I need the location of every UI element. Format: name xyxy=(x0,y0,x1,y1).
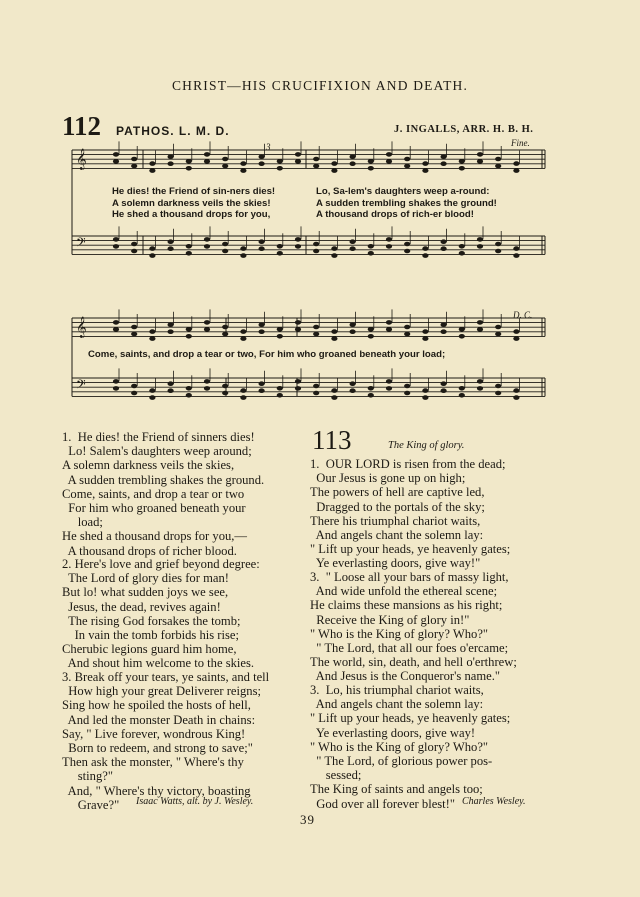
treble-note-0 xyxy=(295,159,301,164)
treble-note-1 xyxy=(331,329,337,334)
treble-note-0 xyxy=(441,154,447,159)
hymn-113-stanza-1: 1. OUR LORD is risen from the dead; Our Jesus is gone up on high; The powers of hell are captive led, Dragged to the portals of the sky; There his triumphal chariot waits, And angels chant the solemn lay: " Lift up your heads, ye heavenly gates; Ye everlasting doors, give way!" xyxy=(310,457,511,571)
hymn-112-number: 112 xyxy=(62,111,102,141)
page-number: 39 xyxy=(300,812,315,827)
treble-note-1 xyxy=(313,332,319,337)
bass-note-1 xyxy=(240,395,246,400)
hymn-112-stanza-3: 3. Break off your tears, ye saints, and tell How high your great Deliverer reigns; Sing how he spoiled the hosts of hell, And led the monster Death in chains: Say, " Live forever, wondrous King! Born to redeem, and strong to save;" Then ask the monster, " Where's thy sting?" And, " Where's thy victory, boasting Grave?" xyxy=(62,670,270,812)
treble-note-0 xyxy=(441,161,447,166)
bass-note-1 xyxy=(131,384,137,389)
bass-note-0 xyxy=(113,237,119,242)
bass-note-1 xyxy=(477,379,483,384)
bass-note-1 xyxy=(404,384,410,389)
bass-note-0 xyxy=(222,249,228,254)
treble-note-1 xyxy=(295,327,301,332)
treble-note-0 xyxy=(204,159,210,164)
treble-clef-0: 𝄞 xyxy=(76,149,87,170)
hymn-112-stanza-1: 1. He dies! the Friend of sinners dies! Lo! Salem's daughters weep around; A solemn darkness veils the skies, A sudden trembling shakes the ground. Come, saints, and drop a tear or two For him who groaned beneath your load; He shed a thousand drops for you,— A thousand drops of richer blood. xyxy=(62,430,265,558)
treble-note-0 xyxy=(459,166,465,171)
bass-note-1 xyxy=(313,391,319,396)
bass-note-0 xyxy=(131,242,137,247)
treble-note-0 xyxy=(222,157,228,162)
bass-note-0 xyxy=(222,242,228,247)
treble-note-0 xyxy=(404,157,410,162)
treble-note-1 xyxy=(222,332,228,337)
bass-note-1 xyxy=(222,391,228,396)
treble-note-1 xyxy=(259,322,265,327)
hymn-113-title: The King of glory. xyxy=(388,440,465,451)
bass-note-1 xyxy=(186,386,192,391)
bass-note-0 xyxy=(259,246,265,251)
treble-note-0 xyxy=(513,168,519,173)
treble-note-0 xyxy=(131,157,137,162)
bass-note-1 xyxy=(131,391,137,396)
bass-note-0 xyxy=(513,246,519,251)
treble-note-0 xyxy=(277,166,283,171)
bass-note-1 xyxy=(513,388,519,393)
bass-note-1 xyxy=(204,379,210,384)
bass-note-0 xyxy=(350,239,356,244)
bass-note-1 xyxy=(204,386,210,391)
bass-note-0 xyxy=(441,239,447,244)
treble-note-1 xyxy=(441,329,447,334)
hymn-113-stanza-3: 3. Lo, his triumphal chariot waits, And angels chant the solemn lay: " Lift up your heads, ye heavenly gates; Ye everlasting doors, give way! " Who is the King of glory? Who?" " The Lord, of glorious power pos- sessed; The King of saints and angels too; God over all forever blest!" xyxy=(310,683,511,811)
bass-note-0 xyxy=(404,249,410,254)
bass-note-0 xyxy=(204,244,210,249)
bass-note-1 xyxy=(477,386,483,391)
treble-note-0 xyxy=(350,161,356,166)
treble-note-0 xyxy=(259,154,265,159)
bass-note-0 xyxy=(277,251,283,256)
treble-note-1 xyxy=(131,325,137,330)
treble-note-1 xyxy=(368,327,374,332)
treble-note-0 xyxy=(331,168,337,173)
treble-note-1 xyxy=(441,322,447,327)
treble-note-1 xyxy=(331,336,337,341)
bass-note-0 xyxy=(240,246,246,251)
bass-note-0 xyxy=(331,246,337,251)
bass-note-0 xyxy=(313,242,319,247)
bass-note-0 xyxy=(168,246,174,251)
lyric-line-2b: A sudden trembling shakes the ground! xyxy=(316,198,497,209)
treble-note-0 xyxy=(204,152,210,157)
treble-note-0 xyxy=(240,168,246,173)
treble-note-0 xyxy=(186,159,192,164)
bass-note-1 xyxy=(259,381,265,386)
bass-note-1 xyxy=(404,391,410,396)
treble-note-1 xyxy=(513,329,519,334)
treble-note-0 xyxy=(240,161,246,166)
treble-note-1 xyxy=(277,334,283,339)
treble-note-1 xyxy=(113,327,119,332)
treble-note-1 xyxy=(422,336,428,341)
bass-note-1 xyxy=(277,386,283,391)
treble-note-1 xyxy=(350,322,356,327)
treble-note-1 xyxy=(186,327,192,332)
lyric-line-1b: A solemn darkness veils the skies! xyxy=(112,198,271,209)
treble-note-0 xyxy=(186,166,192,171)
treble-note-1 xyxy=(495,325,501,330)
treble-note-0 xyxy=(313,164,319,169)
bass-note-1 xyxy=(441,388,447,393)
treble-note-1 xyxy=(386,327,392,332)
composer: J. INGALLS, ARR. H. B. H. xyxy=(394,124,534,135)
bass-note-1 xyxy=(422,388,428,393)
bass-note-1 xyxy=(368,393,374,398)
bass-note-1 xyxy=(495,384,501,389)
hymn-113-stanza-2: 3. " Loose all your bars of massy light, And wide unfold the ethereal scene; He claims these mansions as his right; Receive the King of glory in!" " Who is the King of glory? Who?" " The Lord, that all our foes o'ercame; The world, sin, death, and hell o'erthrew; And Jesus is the Conqueror's name." xyxy=(310,570,517,684)
bass-note-1 xyxy=(113,379,119,384)
bass-note-0 xyxy=(295,244,301,249)
treble-note-1 xyxy=(350,329,356,334)
treble-note-1 xyxy=(368,334,374,339)
hymn-113-author: Charles Wesley. xyxy=(462,796,526,807)
fine-marking: Fine. xyxy=(511,138,530,148)
treble-note-1 xyxy=(113,320,119,325)
treble-note-1 xyxy=(404,332,410,337)
bass-note-1 xyxy=(350,381,356,386)
bass-note-0 xyxy=(441,246,447,251)
treble-note-0 xyxy=(113,152,119,157)
bass-note-1 xyxy=(331,388,337,393)
page-header: CHRIST—HIS CRUCIFIXION AND DEATH. xyxy=(171,78,469,93)
bass-note-0 xyxy=(113,244,119,249)
bass-note-0 xyxy=(404,242,410,247)
bass-note-0 xyxy=(259,239,265,244)
bass-note-1 xyxy=(368,386,374,391)
bass-note-0 xyxy=(368,244,374,249)
treble-note-1 xyxy=(222,325,228,330)
lyric-line-2a: Lo, Sa-lem's daughters weep a-round: xyxy=(316,186,490,197)
bass-note-0 xyxy=(313,249,319,254)
bass-note-0 xyxy=(386,237,392,242)
treble-note-1 xyxy=(149,329,155,334)
lyric-line-3: Come, saints, and drop a tear or two, For him who groaned beneath your load; xyxy=(88,349,446,360)
treble-note-1 xyxy=(495,332,501,337)
bass-note-1 xyxy=(168,381,174,386)
treble-note-0 xyxy=(459,159,465,164)
treble-note-0 xyxy=(477,159,483,164)
bass-note-1 xyxy=(495,391,501,396)
treble-note-0 xyxy=(295,152,301,157)
treble-note-1 xyxy=(131,332,137,337)
lyric-line-1a: He dies! the Friend of sin-ners dies! xyxy=(112,186,276,197)
bass-note-1 xyxy=(277,393,283,398)
treble-note-0 xyxy=(513,161,519,166)
hymn-112-stanza-2: 2. Here's love and grief beyond degree: The Lord of glory dies for man! But lo! what sudden joys we see, Jesus, the dead, revives again! The rising God forsakes the tomb; In vain the tomb forbids his rise; Cherubic legions guard him home, And shout him welcome to the skies. xyxy=(62,557,260,671)
bass-note-0 xyxy=(477,237,483,242)
bass-note-0 xyxy=(186,244,192,249)
treble-note-1 xyxy=(513,336,519,341)
treble-note-1 xyxy=(240,336,246,341)
treble-note-1 xyxy=(386,320,392,325)
bass-note-0 xyxy=(459,251,465,256)
bass-note-1 xyxy=(459,386,465,391)
bass-note-0 xyxy=(386,244,392,249)
bass-clef-0: 𝄢 xyxy=(76,235,86,253)
treble-note-0 xyxy=(495,157,501,162)
treble-note-1 xyxy=(313,325,319,330)
bass-note-0 xyxy=(186,251,192,256)
treble-note-1 xyxy=(259,329,265,334)
treble-note-1 xyxy=(459,327,465,332)
bass-note-1 xyxy=(295,386,301,391)
bass-note-0 xyxy=(331,253,337,258)
treble-note-0 xyxy=(422,168,428,173)
treble-note-0 xyxy=(149,168,155,173)
treble-note-0 xyxy=(477,152,483,157)
treble-note-1 xyxy=(204,320,210,325)
bass-note-0 xyxy=(295,237,301,242)
bass-note-1 xyxy=(240,388,246,393)
bass-note-0 xyxy=(422,253,428,258)
treble-note-0 xyxy=(404,164,410,169)
bass-note-1 xyxy=(513,395,519,400)
bass-note-0 xyxy=(149,253,155,258)
treble-note-0 xyxy=(113,159,119,164)
treble-note-0 xyxy=(368,159,374,164)
bass-note-1 xyxy=(386,386,392,391)
bass-note-1 xyxy=(386,379,392,384)
treble-note-0 xyxy=(495,164,501,169)
bass-note-1 xyxy=(149,395,155,400)
treble-note-1 xyxy=(168,329,174,334)
bass-note-1 xyxy=(186,393,192,398)
bass-note-0 xyxy=(350,246,356,251)
triplet-marking: 3 xyxy=(266,142,271,152)
bass-note-0 xyxy=(204,237,210,242)
bass-note-1 xyxy=(350,388,356,393)
bass-note-0 xyxy=(513,253,519,258)
bass-note-1 xyxy=(259,388,265,393)
treble-note-0 xyxy=(350,154,356,159)
bass-note-0 xyxy=(422,246,428,251)
treble-note-1 xyxy=(168,322,174,327)
treble-note-1 xyxy=(459,334,465,339)
treble-note-0 xyxy=(386,152,392,157)
hymn-112-author: Isaac Watts, alt. by J. Wesley. xyxy=(136,796,254,807)
treble-note-1 xyxy=(477,327,483,332)
bass-note-0 xyxy=(495,242,501,247)
hymn-113-number: 113 xyxy=(312,425,352,455)
treble-note-0 xyxy=(313,157,319,162)
bass-note-1 xyxy=(295,379,301,384)
treble-note-0 xyxy=(168,161,174,166)
treble-note-1 xyxy=(186,334,192,339)
treble-note-0 xyxy=(277,159,283,164)
dc-marking: D. C. xyxy=(513,310,533,320)
bass-note-0 xyxy=(131,249,137,254)
bass-note-1 xyxy=(313,384,319,389)
treble-note-1 xyxy=(277,327,283,332)
bass-note-0 xyxy=(168,239,174,244)
treble-note-1 xyxy=(240,329,246,334)
bass-note-0 xyxy=(495,249,501,254)
bass-note-1 xyxy=(168,388,174,393)
bass-note-1 xyxy=(331,395,337,400)
bass-note-1 xyxy=(222,384,228,389)
bass-note-0 xyxy=(477,244,483,249)
bass-note-0 xyxy=(277,244,283,249)
bass-note-1 xyxy=(441,381,447,386)
bass-note-1 xyxy=(459,393,465,398)
treble-note-0 xyxy=(386,159,392,164)
bass-note-0 xyxy=(368,251,374,256)
treble-note-0 xyxy=(259,161,265,166)
treble-note-0 xyxy=(368,166,374,171)
lyric-line-1c: He shed a thousand drops for you, xyxy=(112,209,271,220)
tune-name: PATHOS. L. M. D. xyxy=(116,124,230,138)
treble-note-0 xyxy=(149,161,155,166)
treble-note-1 xyxy=(149,336,155,341)
treble-note-1 xyxy=(295,320,301,325)
treble-clef-1: 𝄞 xyxy=(76,317,87,338)
treble-note-0 xyxy=(222,164,228,169)
lyric-line-2c: A thousand drops of rich-er blood! xyxy=(316,209,474,220)
treble-note-0 xyxy=(422,161,428,166)
bass-note-1 xyxy=(113,386,119,391)
treble-note-1 xyxy=(404,325,410,330)
treble-note-1 xyxy=(477,320,483,325)
bass-note-1 xyxy=(422,395,428,400)
bass-note-1 xyxy=(149,388,155,393)
bass-note-0 xyxy=(149,246,155,251)
treble-note-0 xyxy=(131,164,137,169)
bass-clef-1: 𝄢 xyxy=(76,377,86,395)
bass-note-0 xyxy=(459,244,465,249)
bass-note-0 xyxy=(240,253,246,258)
treble-note-1 xyxy=(422,329,428,334)
treble-note-0 xyxy=(168,154,174,159)
treble-note-1 xyxy=(204,327,210,332)
treble-note-0 xyxy=(331,161,337,166)
